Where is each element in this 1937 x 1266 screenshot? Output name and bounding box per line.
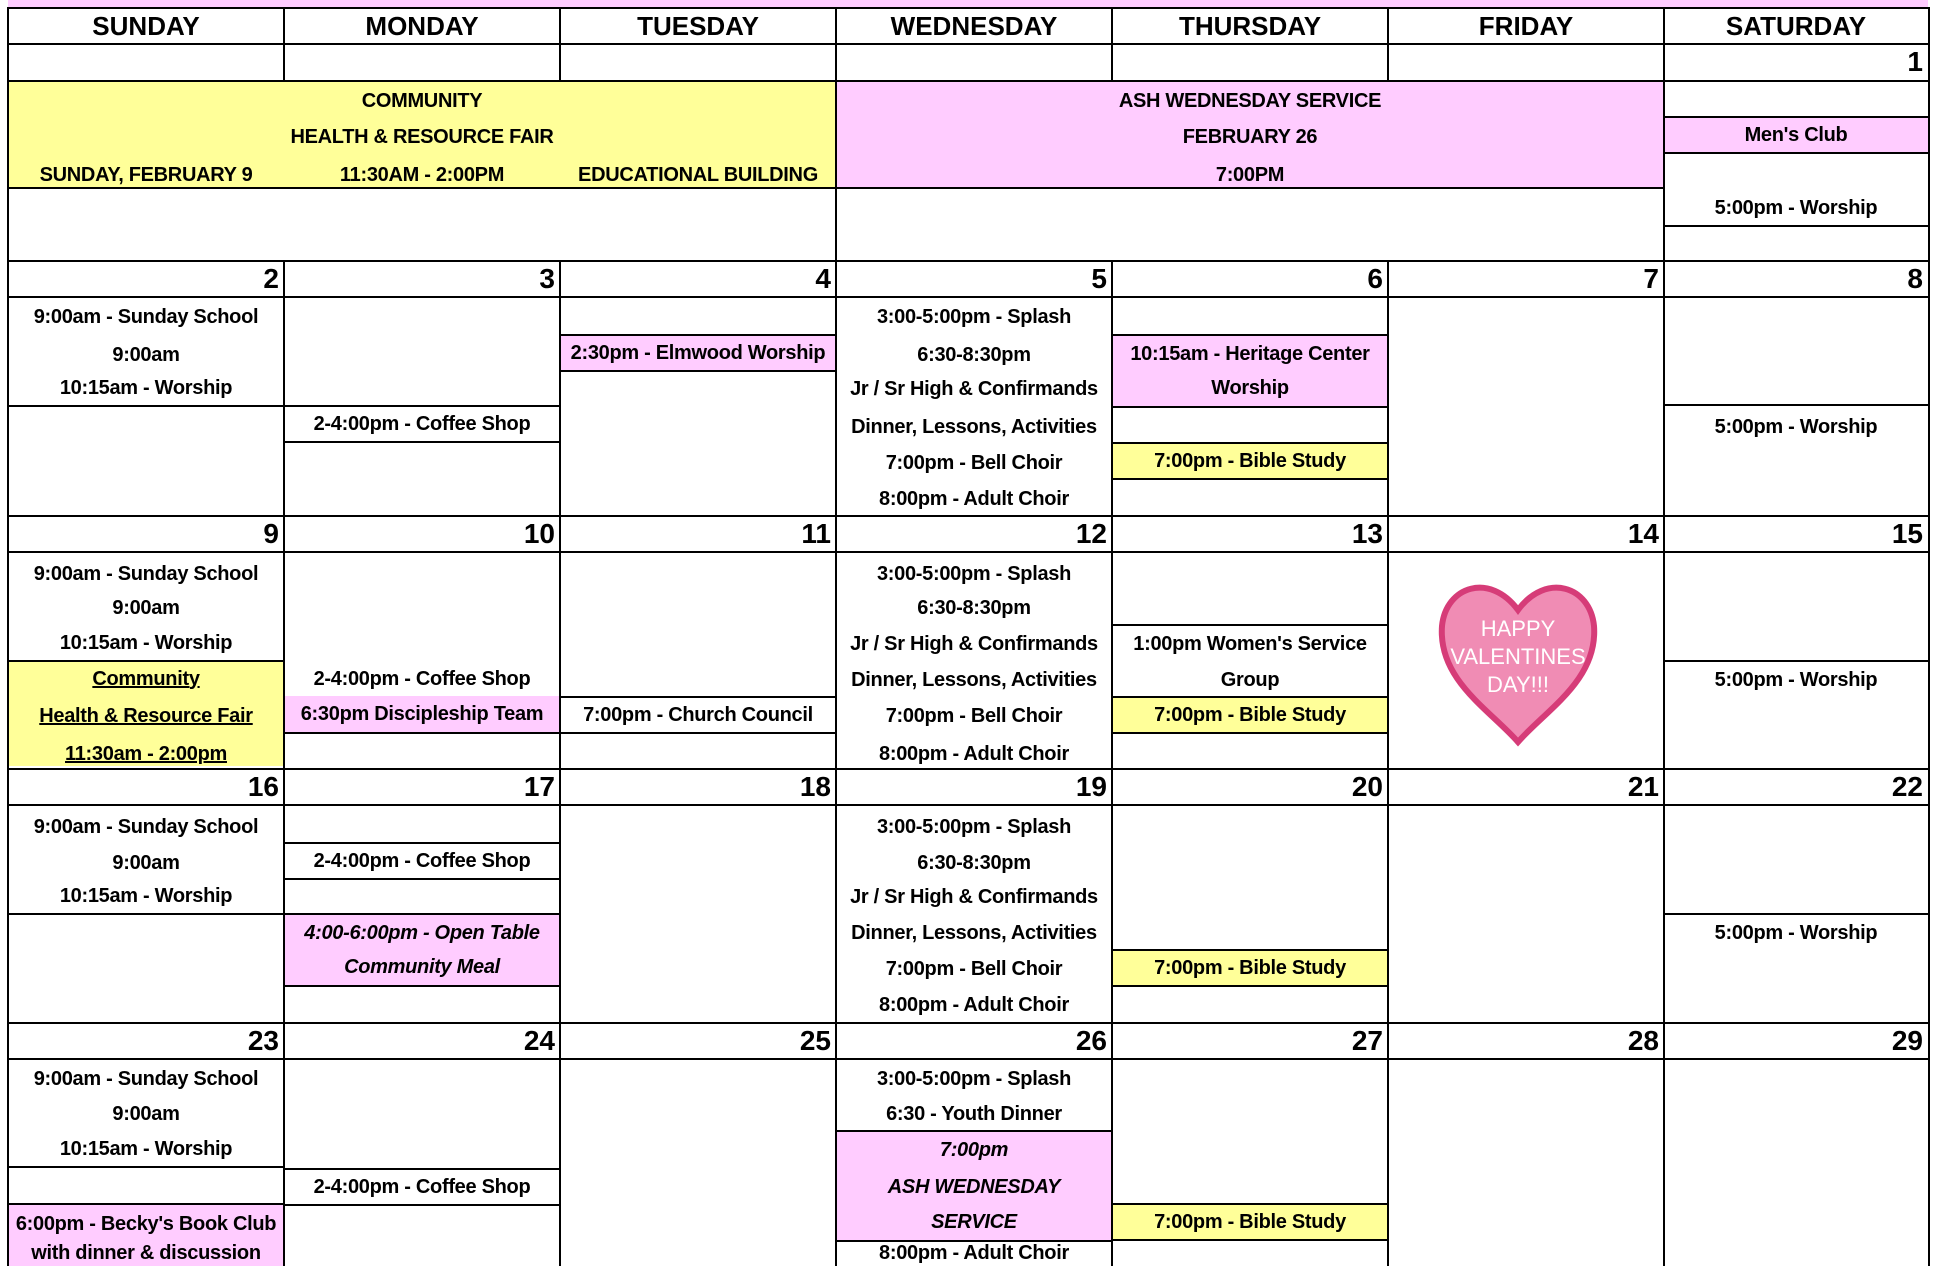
- event-worship: 5:00pm - Worship: [1664, 191, 1928, 227]
- event-heritage-worship: Worship: [1112, 370, 1388, 408]
- event-worship: 5:00pm - Worship: [1714, 921, 1878, 944]
- event-womens-service-group: Group: [1220, 668, 1280, 691]
- header-thursday: THURSDAY: [1178, 10, 1322, 41]
- event-splash: 3:00-5:00pm - Splash: [876, 562, 1072, 585]
- event-book-club: 6:00pm - Becky's Book Club: [8, 1205, 284, 1243]
- grid-line: [1664, 913, 1928, 915]
- event-adult-choir: 8:00pm - Adult Choir: [879, 993, 1069, 1016]
- grid-line: [7, 1203, 284, 1205]
- event-health-resource-fair: Health & Resource Fair: [39, 704, 253, 727]
- grid-line: [7, 1058, 1930, 1060]
- event-adult-choir: 8:00pm - Adult Choir: [879, 487, 1069, 510]
- event-bible-study: 7:00pm - Bible Study: [1112, 442, 1388, 480]
- grid-line: [835, 7, 837, 1266]
- event-sunday-school: 9:00am - Sunday School: [33, 562, 259, 585]
- event-splash: 3:00-5:00pm - Splash: [876, 1067, 1072, 1090]
- event-bell-choir: 7:00pm - Bell Choir: [885, 451, 1063, 474]
- event-adult-choir: 8:00pm - Adult Choir: [879, 742, 1069, 765]
- grid-line: [7, 7, 9, 1266]
- event-splash: 3:00-5:00pm - Splash: [876, 815, 1072, 838]
- grid-line: [7, 296, 1930, 298]
- event-mens-club: Men's Club: [1664, 116, 1928, 154]
- event-time: 9:00am: [112, 343, 180, 366]
- date-9: 9: [263, 518, 279, 549]
- event-time: 9:00am: [112, 596, 180, 619]
- event-dinner-lessons: Dinner, Lessons, Activities: [851, 921, 1097, 944]
- event-open-table: 4:00-6:00pm - Open Table: [284, 913, 560, 951]
- event-ash-time: 7:00pm: [836, 1130, 1112, 1168]
- grid-line: [1928, 7, 1930, 1266]
- grid-line: [7, 768, 1930, 770]
- event-coffee-shop: 2-4:00pm - Coffee Shop: [284, 662, 560, 698]
- grid-line: [7, 187, 1664, 189]
- grid-line: [1663, 7, 1665, 1266]
- grid-line: [7, 1022, 1930, 1024]
- event-church-council: 7:00pm - Church Council: [560, 696, 836, 734]
- event-coffee-shop: 2-4:00pm - Coffee Shop: [284, 1168, 560, 1206]
- date-6: 6: [1367, 263, 1383, 294]
- event-community-fair: Community: [92, 667, 200, 690]
- date-10: 10: [523, 518, 555, 549]
- header-monday: MONDAY: [365, 10, 479, 41]
- event-sunday-school: 9:00am - Sunday School: [33, 1067, 259, 1090]
- header-sunday: SUNDAY: [92, 10, 200, 41]
- event-worship: 10:15am - Worship: [8, 1132, 284, 1168]
- date-4: 4: [815, 263, 831, 294]
- event-book-club-detail: with dinner & discussion: [8, 1241, 284, 1266]
- event-time: 6:30-8:30pm: [917, 596, 1031, 619]
- date-5: 5: [1091, 263, 1107, 294]
- event-youth-confirmands: Jr / Sr High & Confirmands: [850, 632, 1098, 655]
- date-11: 11: [801, 518, 831, 549]
- date-25: 25: [799, 1025, 831, 1056]
- fair-banner-place: EDUCATIONAL BUILDING: [578, 163, 818, 186]
- date-15: 15: [1891, 518, 1923, 549]
- event-bell-choir: 7:00pm - Bell Choir: [885, 704, 1063, 727]
- event-womens-service: 1:00pm Women's Service: [1112, 624, 1388, 662]
- grid-line: [1664, 660, 1928, 662]
- grid-line: [7, 80, 1930, 82]
- heart-text-line3: DAY!!!: [1487, 672, 1549, 697]
- ash-banner-title: ASH WEDNESDAY SERVICE: [1118, 89, 1382, 112]
- heart-text-line1: HAPPY: [1480, 616, 1556, 641]
- event-fair-time: 11:30am - 2:00pm: [65, 742, 227, 765]
- event-coffee-shop: 2-4:00pm - Coffee Shop: [284, 842, 560, 880]
- date-26: 26: [1075, 1025, 1107, 1056]
- event-worship: 10:15am - Worship: [8, 371, 284, 407]
- ash-banner-date: FEBRUARY 26: [1182, 125, 1318, 148]
- event-worship: 10:15am - Worship: [8, 879, 284, 915]
- title-strip: [8, 0, 1928, 9]
- fair-banner-time: 11:30AM - 2:00PM: [339, 163, 505, 186]
- event-heritage-center: 10:15am - Heritage Center: [1112, 334, 1388, 372]
- date-24: 24: [523, 1025, 555, 1056]
- event-time: 6:30-8:30pm: [917, 851, 1031, 874]
- event-coffee-shop: 2-4:00pm - Coffee Shop: [284, 405, 560, 443]
- grid-line: [7, 804, 1930, 806]
- event-community-meal: Community Meal: [284, 949, 560, 987]
- event-youth-dinner: 6:30 - Youth Dinner: [886, 1102, 1062, 1125]
- heart-text-line2: VALENTINES: [1450, 644, 1586, 669]
- date-28: 28: [1627, 1025, 1659, 1056]
- grid-line: [1111, 260, 1113, 1266]
- date-13: 13: [1351, 518, 1383, 549]
- event-dinner-lessons: Dinner, Lessons, Activities: [851, 668, 1097, 691]
- event-worship: 5:00pm - Worship: [1714, 668, 1878, 691]
- grid-line: [283, 260, 285, 1266]
- event-time: 6:30-8:30pm: [917, 343, 1031, 366]
- header-tuesday: TUESDAY: [637, 10, 759, 41]
- event-ash-wednesday: ASH WEDNESDAY: [836, 1168, 1112, 1206]
- date-20: 20: [1351, 771, 1383, 802]
- date-29: 29: [1891, 1025, 1923, 1056]
- date-18: 18: [799, 771, 831, 802]
- date-1: 1: [1907, 46, 1923, 77]
- date-23: 23: [247, 1025, 279, 1056]
- grid-line: [1664, 404, 1928, 406]
- header-saturday: SATURDAY: [1725, 10, 1867, 41]
- event-bible-study: 7:00pm - Bible Study: [1112, 1203, 1388, 1241]
- event-ash-service: SERVICE: [836, 1204, 1112, 1242]
- grid-line: [7, 551, 1930, 553]
- event-splash: 3:00-5:00pm - Splash: [876, 305, 1072, 328]
- ash-banner-time: 7:00PM: [1215, 163, 1285, 186]
- event-discipleship-team: 6:30pm Discipleship Team: [284, 696, 560, 734]
- heart-icon: [1430, 570, 1606, 750]
- date-3: 3: [539, 263, 555, 294]
- date-22: 22: [1891, 771, 1923, 802]
- date-7: 7: [1643, 263, 1659, 294]
- event-bible-study: 7:00pm - Bible Study: [1112, 949, 1388, 987]
- event-time: 9:00am: [112, 851, 180, 874]
- event-worship: 5:00pm - Worship: [1714, 415, 1878, 438]
- event-adult-choir: 8:00pm - Adult Choir: [879, 1242, 1069, 1264]
- date-12: 12: [1075, 518, 1107, 549]
- header-wednesday: WEDNESDAY: [890, 10, 1058, 41]
- event-dinner-lessons: Dinner, Lessons, Activities: [851, 415, 1097, 438]
- event-time: 9:00am: [112, 1102, 180, 1125]
- fair-banner-subtitle: HEALTH & RESOURCE FAIR: [290, 125, 554, 148]
- grid-line: [7, 260, 1930, 262]
- event-elmwood-worship: 2:30pm - Elmwood Worship: [560, 334, 836, 372]
- date-21: 21: [1627, 771, 1659, 802]
- event-youth-confirmands: Jr / Sr High & Confirmands: [850, 377, 1098, 400]
- event-sunday-school: 9:00am - Sunday School: [33, 305, 259, 328]
- grid-line: [7, 43, 1930, 45]
- event-worship: 10:15am - Worship: [8, 626, 284, 662]
- date-16: 16: [247, 771, 279, 802]
- grid-line: [7, 515, 1930, 517]
- grid-line: [8, 660, 284, 662]
- date-2: 2: [263, 263, 279, 294]
- date-19: 19: [1075, 771, 1107, 802]
- event-bell-choir: 7:00pm - Bell Choir: [885, 957, 1063, 980]
- grid-line: [1387, 260, 1389, 1266]
- event-youth-confirmands: Jr / Sr High & Confirmands: [850, 885, 1098, 908]
- fair-banner-date: SUNDAY, FEBRUARY 9: [39, 163, 253, 186]
- date-8: 8: [1907, 263, 1923, 294]
- date-14: 14: [1627, 518, 1659, 549]
- header-friday: FRIDAY: [1478, 10, 1574, 41]
- fair-banner-title: COMMUNITY: [361, 89, 483, 112]
- event-bible-study: 7:00pm - Bible Study: [1112, 696, 1388, 734]
- date-17: 17: [523, 771, 555, 802]
- date-27: 27: [1351, 1025, 1383, 1056]
- event-sunday-school: 9:00am - Sunday School: [33, 815, 259, 838]
- grid-line: [559, 260, 561, 1266]
